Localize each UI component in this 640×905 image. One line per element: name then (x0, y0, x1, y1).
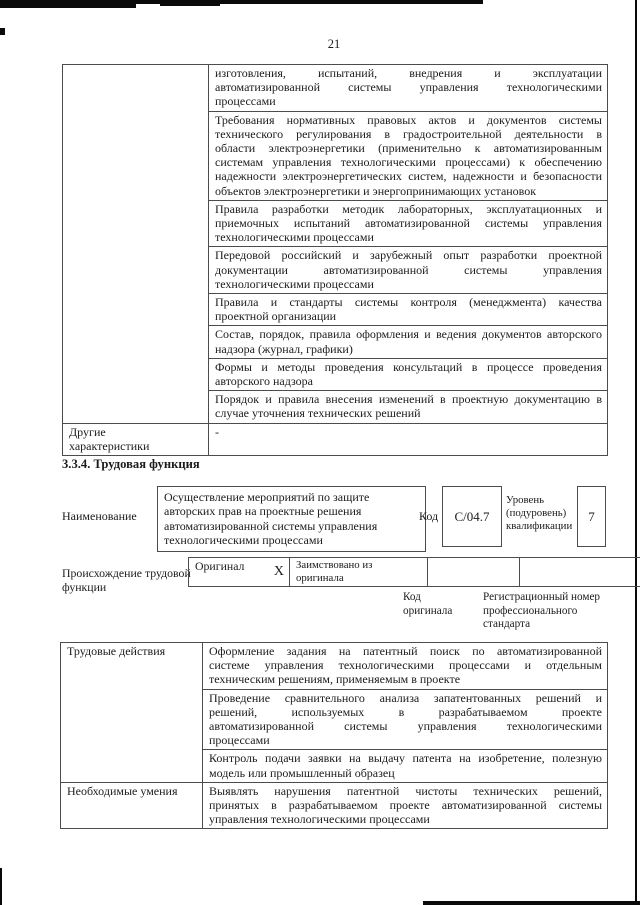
scan-artifact-left-tick (0, 28, 5, 35)
action-cell: Оформление задания на патентный поиск по автоматизированной системе управления технологическими процессами и отдельным техническим решениям, применяемым в проекте (203, 643, 608, 690)
skill-cell: Выявлять нарушения патентной чистоты технических решений, принятых в разрабатываемом проекте автоматизированной системы управления технологическими процессами (203, 782, 608, 829)
origin-table (188, 557, 640, 587)
scan-artifact-bottom-right-bar (423, 901, 640, 905)
scan-artifact-bottom-left-line (0, 868, 2, 905)
knowledge-cell: Правила разработки методик лабораторных, эксплуатационных и приемочных испытаний автоматизированной системы управления технологическими процессами (209, 200, 608, 247)
knowledge-cell: Формы и методы проведения консультаций в процессе проведения авторского надзора (209, 358, 608, 390)
knowledge-cell: Требования нормативных правовых актов и документов системы технического регулирования в градостроительной деятельности в области электроэнергетики (применительно к автоматизированным системам управления технологическими процессами) к обеспечению надежности электроэнергетических систем, надежности и безопасности объектов электроэнергетики и энергопринимающих установок (209, 111, 608, 200)
actions-label: Трудовые действия (61, 643, 203, 783)
knowledge-cell: изготовления, испытаний, внедрения и эксплуатации автоматизированной системы управления технологическими процессами (209, 65, 608, 112)
knowledge-cell: Порядок и правила внесения изменений в проектную документацию в случае уточнения технических решений (209, 391, 608, 423)
knowledge-cell: Правила и стандарты системы контроля (менеджмента) качества проектной организации (209, 294, 608, 326)
original-label: Оригинал (195, 559, 245, 573)
other-characteristics-value: - (209, 423, 608, 455)
origin-original-cell (189, 558, 290, 587)
knowledge-cell: Передовой российский и зарубежный опыт разработки проектной документации автоматизированной системы управления технологическими процессами (209, 247, 608, 294)
origin-regnum-cell-empty (520, 558, 640, 587)
scan-artifact-right-line (635, 0, 637, 905)
action-cell: Контроль подачи заявки на выдачу патента на изобретение, полезную модель или промышленный образец (203, 750, 608, 782)
table-row-other-characteristics (63, 423, 608, 455)
action-cell: Проведение сравнительного анализа запатентованных решений и решений, используемых в разрабатываемом проекте автоматизированной системы управления технологическими процессами (203, 689, 608, 750)
table-row (63, 65, 608, 112)
name-label: Наименование (62, 509, 137, 523)
level-value-box: 7 (577, 486, 606, 547)
function-code-box: С/04.7 (442, 486, 502, 547)
registration-number-label: Регистрационный номер профессионального стандарта (483, 591, 601, 631)
section-heading: 3.3.4. Трудовая функция (62, 457, 200, 471)
code-original-label: Код оригинала (403, 591, 453, 617)
origin-borrowed-cell: Заимствовано из оригинала (290, 558, 428, 587)
table-row (61, 782, 608, 829)
actions-table (60, 642, 608, 829)
original-x-mark: X (273, 563, 284, 579)
other-characteristics-label: Другие характеристики (63, 423, 209, 455)
code-label: Код (419, 509, 439, 523)
function-name-box: Осуществление мероприятий по защите авторских прав на проектные решения автоматизированной системы управления технологическими процессами (157, 486, 426, 552)
page-number: 21 (327, 37, 341, 51)
origin-label: Происхождение трудовой функции (62, 566, 191, 594)
knowledge-cell: Состав, порядок, правила оформления и ведения документов авторского надзора (журнал, графики) (209, 326, 608, 358)
table-row (61, 643, 608, 690)
knowledge-left-empty-cell (63, 65, 209, 424)
table-row (189, 558, 640, 587)
scan-artifact-top-left-bar (0, 0, 136, 8)
knowledge-table (62, 64, 608, 456)
level-label: Уровень (подуровень) квалификации (506, 494, 573, 533)
scan-artifact-top-dash (160, 2, 220, 6)
skills-label: Необходимые умения (61, 782, 203, 829)
origin-code-cell-empty (428, 558, 520, 587)
